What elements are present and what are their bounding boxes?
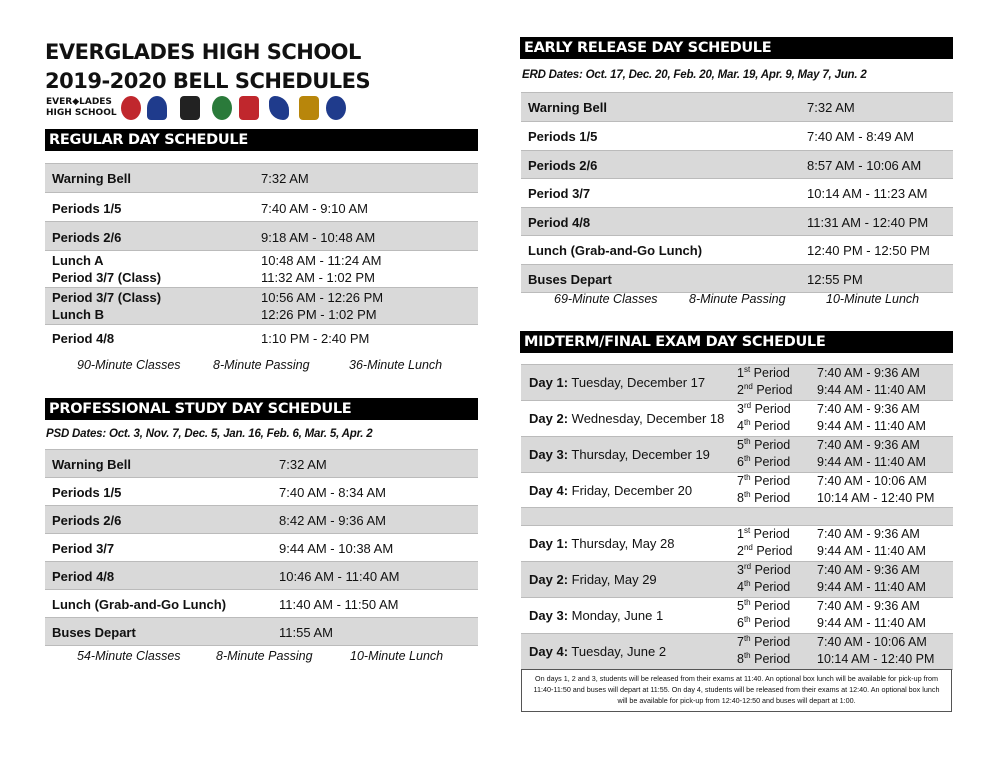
exam-day: Day 4: Tuesday, June 2 xyxy=(529,644,667,659)
psd-row xyxy=(45,478,478,506)
psd-row xyxy=(45,562,478,590)
footer-classes: 54-Minute Classes xyxy=(77,649,181,663)
erd-row xyxy=(521,179,953,208)
erd-footer xyxy=(521,292,953,308)
row-value: 12:55 PM xyxy=(807,272,863,287)
exam-period-1: 1st Period xyxy=(737,364,790,380)
exam-time-1: 7:40 AM - 10:06 AM xyxy=(817,635,927,649)
exam-row xyxy=(521,401,953,437)
row-value: 7:40 AM - 9:10 AM xyxy=(261,201,368,216)
exam-period-1: 5th Period xyxy=(737,597,791,613)
exam-time-2: 9:44 AM - 11:40 AM xyxy=(817,419,926,433)
exam-time-1: 7:40 AM - 9:36 AM xyxy=(817,599,920,613)
regular-heading: REGULAR DAY SCHEDULE xyxy=(45,129,478,151)
exam-period-1: 1st Period xyxy=(737,525,790,541)
row-label: Buses Depart xyxy=(52,625,136,640)
row-label: Period 4/8 xyxy=(528,215,591,230)
row-label: Period 3/7 xyxy=(528,186,591,201)
row-value: 9:18 AM - 10:48 AM xyxy=(261,230,376,245)
erd-row xyxy=(521,208,953,236)
erd-row xyxy=(521,151,953,179)
exam-time-2: 10:14 AM - 12:40 PM xyxy=(817,652,935,666)
exam-row xyxy=(521,598,953,634)
row-label: Lunch A xyxy=(52,253,104,268)
row-label: Periods 2/6 xyxy=(528,158,598,173)
exam-row xyxy=(521,526,953,562)
erd-dates: ERD Dates: Oct. 17, Dec. 20, Feb. 20, Mar. 19, Apr. 9, May 7, Jun. 2 xyxy=(522,69,867,81)
exam-spacer xyxy=(521,508,953,526)
regular-row xyxy=(45,222,478,251)
erd-row xyxy=(521,93,953,122)
erd-row xyxy=(521,122,953,151)
row-value: 7:32 AM xyxy=(807,100,855,115)
sports-icon xyxy=(269,96,289,120)
exam-heading: MIDTERM/FINAL EXAM DAY SCHEDULE xyxy=(520,331,953,353)
exam-period-1: 7th Period xyxy=(737,633,791,649)
psd-row xyxy=(45,506,478,534)
exam-time-1: 7:40 AM - 9:36 AM xyxy=(817,366,920,380)
exam-period-2: 4th Period xyxy=(737,417,791,433)
row-label: Periods 2/6 xyxy=(52,513,122,528)
row-value: 7:32 AM xyxy=(261,171,309,186)
row-value-2: 12:26 PM - 1:02 PM xyxy=(261,307,377,322)
erd-row xyxy=(521,236,953,265)
schedule-year-title: 2019-2020 BELL SCHEDULES xyxy=(45,69,371,93)
row-value-2: 11:32 AM - 1:02 PM xyxy=(261,270,375,285)
row-label: Warning Bell xyxy=(52,457,131,472)
exam-period-2: 6th Period xyxy=(737,453,791,469)
exam-time-2: 9:44 AM - 11:40 AM xyxy=(817,580,926,594)
footer-passing: 8-Minute Passing xyxy=(213,358,310,372)
exam-day: Day 1: Tuesday, December 17 xyxy=(529,375,706,390)
row-value: 12:40 PM - 12:50 PM xyxy=(807,243,930,258)
exam-period-1: 3rd Period xyxy=(737,561,791,577)
exam-time-2: 9:44 AM - 11:40 AM xyxy=(817,383,926,397)
exam-time-1: 7:40 AM - 9:36 AM xyxy=(817,527,920,541)
exam-day: Day 1: Thursday, May 28 xyxy=(529,536,675,551)
regular-row xyxy=(45,251,478,288)
footer-lunch: 10-Minute Lunch xyxy=(826,292,920,306)
row-label: Period 4/8 xyxy=(52,569,115,584)
psd-row xyxy=(45,590,478,618)
psd-table xyxy=(45,449,478,646)
row-label: Warning Bell xyxy=(52,171,131,186)
psd-row xyxy=(45,618,478,646)
exam-period-1: 5th Period xyxy=(737,436,791,452)
row-value: 11:40 AM - 11:50 AM xyxy=(279,597,399,612)
exam-period-2: 6th Period xyxy=(737,614,791,630)
cambridge-icon xyxy=(212,96,232,120)
exam-period-1: 3rd Period xyxy=(737,400,791,416)
exam-time-1: 7:40 AM - 9:36 AM xyxy=(817,402,920,416)
exam-period-2: 8th Period xyxy=(737,489,791,505)
exam-row xyxy=(521,437,953,473)
education-academy-icon xyxy=(180,96,200,120)
logo-text-line2: HIGH SCHOOL xyxy=(46,108,117,118)
exam-time-1: 7:40 AM - 9:36 AM xyxy=(817,438,920,452)
exam-table xyxy=(521,364,953,670)
row-label: Periods 1/5 xyxy=(52,485,122,500)
crest-icon xyxy=(239,96,259,120)
row-value: 10:48 AM - 11:24 AM xyxy=(261,253,382,268)
regular-row xyxy=(45,288,478,325)
school-title: EVERGLADES HIGH SCHOOL xyxy=(45,40,361,64)
row-value: 11:55 AM xyxy=(279,625,333,640)
exam-time-2: 9:44 AM - 11:40 AM xyxy=(817,616,926,630)
seal-icon xyxy=(326,96,346,120)
school-logo xyxy=(46,97,118,119)
exam-time-2: 10:14 AM - 12:40 PM xyxy=(817,491,935,505)
exam-period-1: 7th Period xyxy=(737,472,791,488)
exam-day: Day 4: Friday, December 20 xyxy=(529,483,693,498)
erd-heading: EARLY RELEASE DAY SCHEDULE xyxy=(520,37,953,59)
row-label: Periods 1/5 xyxy=(52,201,122,216)
footer-passing: 8-Minute Passing xyxy=(689,292,786,306)
row-value: 8:57 AM - 10:06 AM xyxy=(807,158,922,173)
exam-day: Day 2: Wednesday, December 18 xyxy=(529,411,725,426)
exam-period-2: 2nd Period xyxy=(737,381,793,397)
footer-passing: 8-Minute Passing xyxy=(216,649,313,663)
exam-time-2: 9:44 AM - 11:40 AM xyxy=(817,544,926,558)
exam-row xyxy=(521,562,953,598)
footer-lunch: 10-Minute Lunch xyxy=(350,649,444,663)
erd-table xyxy=(521,92,953,293)
row-value: 10:14 AM - 11:23 AM xyxy=(807,186,928,201)
badge-icon xyxy=(299,96,319,120)
row-value: 7:32 AM xyxy=(279,457,327,472)
exam-row xyxy=(521,473,953,508)
exam-day: Day 2: Friday, May 29 xyxy=(529,572,657,587)
fire-academy-icon xyxy=(121,96,141,120)
row-label: Period 3/7 xyxy=(52,541,115,556)
psd-row xyxy=(45,534,478,562)
row-value: 8:42 AM - 9:36 AM xyxy=(279,513,386,528)
row-label: Period 4/8 xyxy=(52,331,115,346)
footer-classes: 90-Minute Classes xyxy=(77,358,181,372)
exam-period-2: 4th Period xyxy=(737,578,791,594)
logo-text-line1: EVER◆LADES xyxy=(46,97,112,107)
exam-period-2: 2nd Period xyxy=(737,542,793,558)
psd-heading: PROFESSIONAL STUDY DAY SCHEDULE xyxy=(45,398,478,420)
erd-row xyxy=(521,265,953,293)
psd-footer xyxy=(45,649,478,665)
row-value: 11:31 AM - 12:40 PM xyxy=(807,215,929,230)
row-value: 10:46 AM - 11:40 AM xyxy=(279,569,400,584)
row-value: 7:40 AM - 8:49 AM xyxy=(807,129,914,144)
row-label: Lunch (Grab-and-Go Lunch) xyxy=(528,243,703,258)
row-label: Period 3/7 (Class) xyxy=(52,290,162,305)
exam-period-2: 8th Period xyxy=(737,650,791,666)
row-label-2: Period 3/7 (Class) xyxy=(52,270,162,285)
aviation-academy-icon xyxy=(147,96,167,120)
exam-row xyxy=(521,365,953,401)
row-value: 9:44 AM - 10:38 AM xyxy=(279,541,394,556)
regular-footer xyxy=(45,358,478,374)
exam-note: On days 1, 2 and 3, students will be released from their exams at 11:40. An optional box lunch will be available for pick-up from 11:40-11:50 and buses will depart at 11:55. On day 4, students will be released from their exams at 12:40. An optional box lunch will be available for pick-up from 12:40-12:50 and buses will depart at 1:00. xyxy=(521,669,952,712)
row-label: Periods 1/5 xyxy=(528,129,598,144)
regular-row xyxy=(45,325,478,352)
footer-lunch: 36-Minute Lunch xyxy=(349,358,443,372)
footer-classes: 69-Minute Classes xyxy=(554,292,658,306)
regular-table xyxy=(45,163,478,352)
psd-dates: PSD Dates: Oct. 3, Nov. 7, Dec. 5, Jan. 16, Feb. 6, Mar. 5, Apr. 2 xyxy=(46,428,373,440)
row-label: Lunch (Grab-and-Go Lunch) xyxy=(52,597,227,612)
row-label-2: Lunch B xyxy=(52,307,104,322)
row-label: Warning Bell xyxy=(528,100,607,115)
exam-day: Day 3: Monday, June 1 xyxy=(529,608,664,623)
exam-day: Day 3: Thursday, December 19 xyxy=(529,447,710,462)
row-label: Periods 2/6 xyxy=(52,230,122,245)
exam-time-1: 7:40 AM - 9:36 AM xyxy=(817,563,920,577)
row-value: 10:56 AM - 12:26 PM xyxy=(261,290,384,305)
psd-row xyxy=(45,450,478,478)
row-value: 1:10 PM - 2:40 PM xyxy=(261,331,370,346)
regular-row xyxy=(45,164,478,193)
row-value: 7:40 AM - 8:34 AM xyxy=(279,485,386,500)
exam-time-1: 7:40 AM - 10:06 AM xyxy=(817,474,927,488)
exam-time-2: 9:44 AM - 11:40 AM xyxy=(817,455,926,469)
exam-row xyxy=(521,634,953,670)
row-label: Buses Depart xyxy=(528,272,612,287)
regular-row xyxy=(45,193,478,222)
